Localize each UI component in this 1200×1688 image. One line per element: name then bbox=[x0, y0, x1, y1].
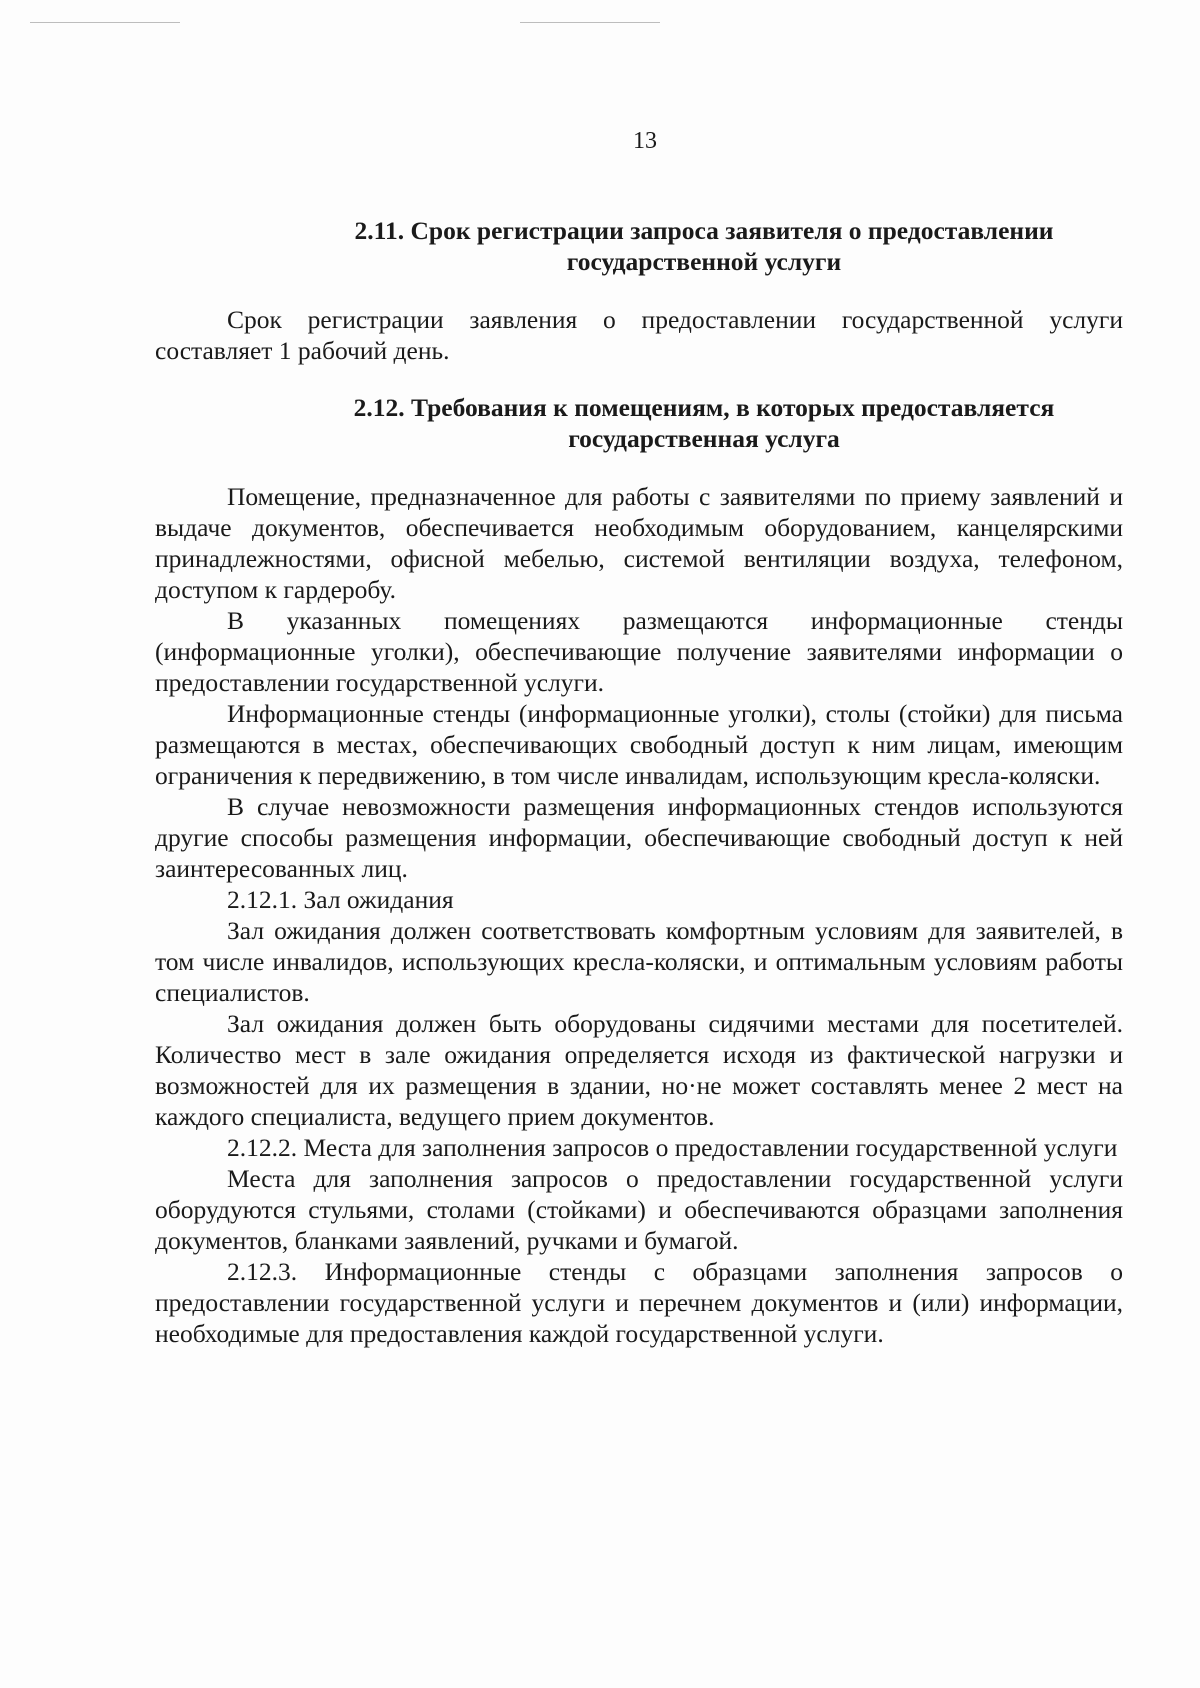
paragraph: Информационные стенды (информационные уголки), столы (стойки) для письма размещаются в местах, обеспечивающих свободный доступ к ним лицам, имеющим ограничения к передвижению, в том числе инвалидам, использующим кресла-коляски. bbox=[155, 699, 1123, 790]
paragraph: В случае невозможности размещения информационных стендов используются другие способы размещения информации, обеспечивающие свободный доступ к ней заинтересованных лиц. bbox=[155, 792, 1123, 883]
paragraph: 2.12.3. Информационные стенды с образцами заполнения запросов о предоставлении государственной услуги и перечнем документов и (или) информации, необходимые для предоставления каждой государственной услуги. bbox=[155, 1257, 1123, 1348]
subsection-title-2-12-2: 2.12.2. Места для заполнения запросов о предоставлении государственной услуги bbox=[227, 1133, 1118, 1162]
document-body bbox=[155, 215, 1123, 1349]
heading-line: государственной услуги bbox=[566, 247, 842, 276]
scan-artifact-top-left bbox=[30, 22, 180, 23]
paragraph: Места для заполнения запросов о предоставлении государственной услуги оборудуются стульями, столами (стойками) и обеспечиваются образцами заполнения документов, бланками заявлений, ручками и бумагой. bbox=[155, 1164, 1123, 1255]
heading-line: 2.11. Срок регистрации запроса заявителя о предоставлении bbox=[354, 216, 1054, 245]
section-heading-2-12 bbox=[155, 392, 1123, 454]
page-number: 13 bbox=[633, 128, 657, 154]
paragraph: Зал ожидания должен быть оборудованы сидячими местами для посетителей. Количество мест в зале ожидания определяется исходя из фактической нагрузки и возможностей для их размещения в здании, но·не может составлять менее 2 мест на каждого специалиста, ведущего прием документов. bbox=[155, 1009, 1123, 1131]
paragraph: Срок регистрации заявления о предоставлении государственной услуги составляет 1 рабочий день. bbox=[155, 305, 1123, 365]
paragraph: Помещение, предназначенное для работы с заявителями по приему заявлений и выдаче документов, обеспечивается необходимым оборудованием, канцелярскими принадлежностями, офисной мебелью, системой вентиляции воздуха, телефоном, доступом к гардеробу. bbox=[155, 482, 1123, 604]
paragraph: В указанных помещениях размещаются информационные стенды (информационные уголки), обеспечивающие получение заявителями информации о предоставлении государственной услуги. bbox=[155, 606, 1123, 697]
subsection-title-2-12-1: 2.12.1. Зал ожидания bbox=[227, 885, 454, 914]
heading-line: государственная услуга bbox=[568, 424, 840, 453]
scan-artifact-top-center bbox=[520, 22, 660, 23]
heading-line: 2.12. Требования к помещениям, в которых предоставляется bbox=[353, 393, 1055, 422]
paragraph: Зал ожидания должен соответствовать комфортным условиям для заявителей, в том числе инвалидов, использующих кресла-коляски, и оптимальным условиям работы специалистов. bbox=[155, 916, 1123, 1007]
section-heading-2-11 bbox=[155, 215, 1123, 277]
